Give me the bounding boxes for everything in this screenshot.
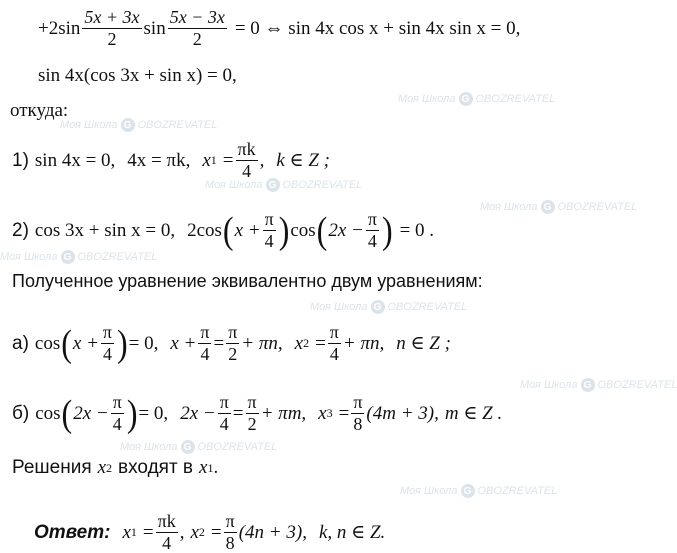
watermark: Моя Школа G OBOZREVATEL — [0, 251, 158, 263]
fraction: $\frac{\pi}{2}$ — [228, 322, 238, 364]
fraction: $\frac{\pi k}{4}$ — [237, 139, 256, 181]
fraction: $\frac{5x - 3x}{2}$ — [169, 7, 225, 49]
watermark: Моя Школа G OBOZREVATEL — [400, 485, 558, 497]
line1-tail: = 0 ⇔ sin 4x cos x + sin 4x sin x = 0, — [234, 17, 521, 39]
fraction: $\frac{\pi}{8}$ — [353, 392, 363, 434]
line1-lead: +2sin — [38, 17, 81, 39]
answer-line: Ответ: x 1 = $\frac{\pi k}{4}$ , x 2 = $\frac{\pi}{8}$ (4n + 3), k, n ∈ Z. — [34, 511, 386, 553]
watermark-logo-icon: G — [371, 300, 385, 314]
fraction: $\frac{\pi}{4}$ — [264, 209, 274, 251]
fraction: $\frac{\pi}{4}$ — [112, 392, 122, 434]
case-label: 1) — [12, 149, 29, 171]
fraction: $\frac{5x + 3x}{2}$ — [84, 7, 140, 49]
watermark-logo-icon: G — [461, 484, 475, 498]
equation-line-1 — [38, 8, 520, 49]
watermark-logo-icon: G — [266, 178, 280, 192]
line2-text: sin 4x(cos 3x + sin x) = 0, — [38, 65, 237, 86]
fraction: $\frac{\pi}{2}$ — [247, 392, 257, 434]
watermark: Моя Школа G OBOZREVATEL — [310, 301, 468, 313]
watermark-logo-icon: G — [541, 200, 555, 214]
equivalence-sentence: Полученное уравнение эквивалентно двум уравнениям: — [12, 271, 483, 291]
watermark: Моя Школа G OBOZREVATEL — [205, 179, 363, 191]
case-label: б) — [12, 402, 30, 424]
watermark: Моя Школа G OBOZREVATEL — [120, 441, 278, 453]
watermark-logo-icon: G — [581, 378, 595, 392]
watermark: Моя Школа G OBOZREVATEL — [520, 379, 677, 391]
fraction: $\frac{\pi}{4}$ — [219, 392, 229, 434]
fraction: $\frac{\pi k}{4}$ — [157, 511, 176, 553]
watermark-logo-icon: G — [459, 92, 473, 106]
fraction: $\frac{\pi}{4}$ — [200, 322, 210, 364]
case-2: 2) cos 3x + sin x = 0, 2cos ( x + $\frac{\pi}{4}$ ) cos ( 2x − $\frac{\pi}{4}$ ) = 0 . — [12, 208, 435, 252]
case-label: а) — [12, 332, 29, 354]
sin-text: sin — [143, 17, 166, 39]
watermark: Моя Школа G OBOZREVATEL — [480, 201, 638, 213]
case-b: б) cos ( 2x − $\frac{\pi}{4}$ ) = 0, 2x − $\frac{\pi}{4}$ = $\frac{\pi}{2}$ + πm, x 3 = $\frac{\pi}{8}$ (4m + 3), m ∈ Z . — [12, 391, 503, 435]
case-a: а) cos ( x + $\frac{\pi}{4}$ ) = 0, x + $\frac{\pi}{4}$ = $\frac{\pi}{2}$ + πn, x 2 = $\frac{\pi}{4}$ + πn, n ∈ Z ; — [12, 321, 451, 365]
watermark-logo-icon: G — [181, 440, 195, 454]
answer-label: Ответ: — [34, 521, 111, 543]
watermark-logo-icon: G — [121, 118, 135, 132]
fraction: $\frac{\pi}{4}$ — [329, 322, 339, 364]
equation-line-2 — [38, 66, 237, 85]
solutions-statement: Решения x 2 входят в x 1 . — [12, 457, 219, 478]
fraction: $\frac{\pi}{4}$ — [367, 209, 377, 251]
watermark: Моя Школа G OBOZREVATEL — [398, 93, 556, 105]
otkuda-text: откуда: — [10, 100, 69, 121]
fraction: $\frac{\pi}{4}$ — [102, 322, 112, 364]
watermark: Моя Школа G OBOZREVATEL — [60, 119, 218, 131]
case-label: 2) — [12, 219, 29, 241]
case-1: 1) sin 4x = 0, 4x = πk, x 1 = $\frac{\pi k}{4}$ , k ∈ Z ; — [12, 139, 331, 181]
watermark-logo-icon: G — [61, 250, 75, 264]
fraction: $\frac{\pi}{8}$ — [225, 511, 235, 553]
